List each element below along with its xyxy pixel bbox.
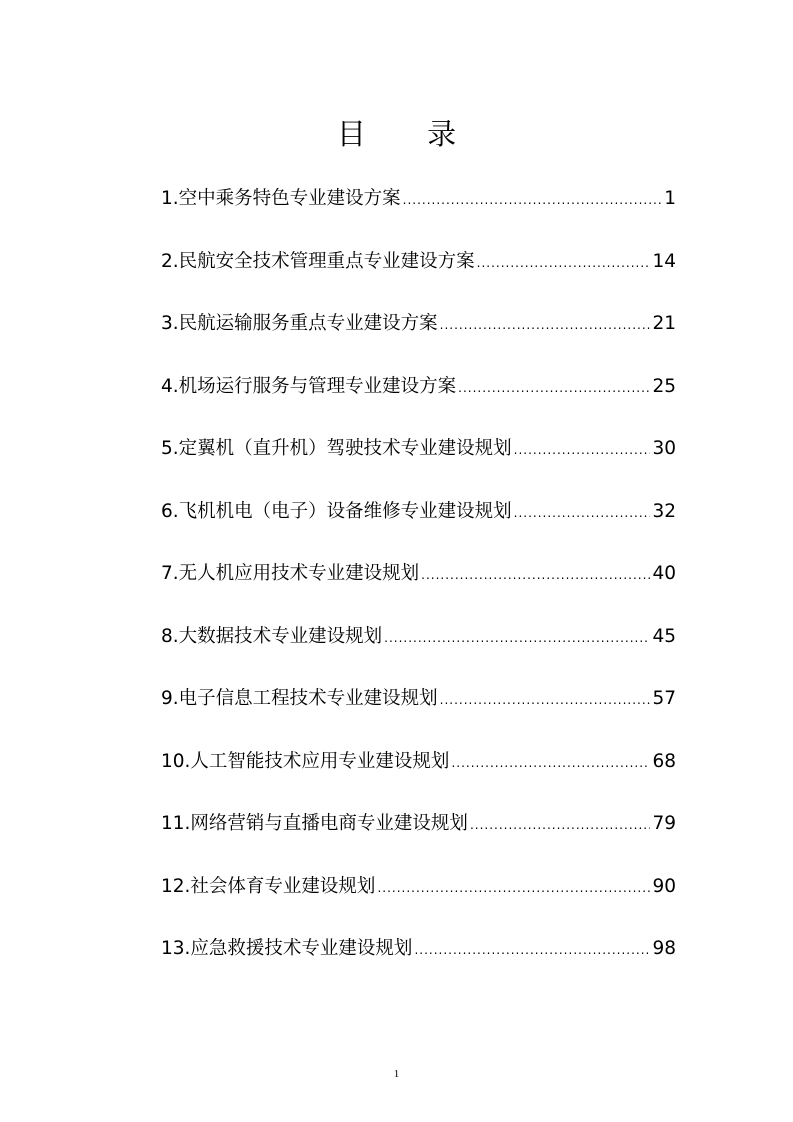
toc-entry-label: 7.无人机应用技术专业建设规划: [161, 563, 420, 584]
toc-leader-dots: [514, 443, 651, 457]
toc-leader-dots: [458, 381, 650, 395]
toc-entry-page: 79: [652, 813, 676, 834]
toc-entry-label: 4.机场运行服务与管理专业建设方案: [161, 375, 457, 397]
toc-leader-dots: [440, 693, 651, 707]
toc-entry-page: 68: [652, 750, 676, 772]
toc-entry-11[interactable]: [161, 809, 676, 872]
toc-leader-dots: [514, 506, 651, 520]
toc-entry-page: 32: [652, 500, 676, 522]
toc-entry-9[interactable]: [161, 684, 676, 747]
page-number: 1: [393, 1068, 400, 1080]
toc-entry-13[interactable]: [161, 934, 676, 997]
toc-entry-page: 1: [664, 188, 676, 209]
toc-leader-dots: [451, 756, 650, 770]
toc-leader-dots: [470, 818, 651, 832]
toc-entry-8[interactable]: [161, 622, 676, 685]
toc-entry-label: 10.人工智能技术应用专业建设规划: [161, 750, 450, 772]
toc-entry-4[interactable]: [161, 372, 676, 435]
toc-leader-dots: [477, 256, 651, 270]
toc-entry-6[interactable]: [161, 497, 676, 560]
table-of-contents: [161, 184, 676, 997]
toc-entry-label: 6.飞机机电（电子）设备维修专业建设规划: [161, 500, 512, 522]
toc-entry-label: 5.定翼机（直升机）驾驶技术专业建设规划: [161, 438, 512, 459]
toc-entry-label: 8.大数据技术专业建设规划: [161, 625, 383, 647]
toc-leader-dots: [440, 318, 651, 332]
toc-entry-page: 14: [652, 250, 676, 272]
toc-entry-page: 21: [652, 313, 676, 334]
toc-leader-dots: [384, 631, 650, 645]
toc-leader-dots: [414, 943, 650, 957]
toc-entry-label: 3.民航运输服务重点专业建设方案: [161, 313, 438, 334]
toc-entry-12[interactable]: [161, 872, 676, 935]
toc-entry-label: 9.电子信息工程技术专业建设规划: [161, 688, 438, 709]
toc-entry-2[interactable]: [161, 247, 676, 310]
toc-entry-10[interactable]: [161, 747, 676, 810]
toc-entry-label: 1.空中乘务特色专业建设方案: [161, 188, 401, 209]
toc-entry-page: 30: [652, 438, 676, 459]
toc-entry-7[interactable]: [161, 559, 676, 622]
toc-leader-dots: [421, 568, 650, 582]
toc-entry-5[interactable]: [161, 434, 676, 497]
toc-entry-page: 90: [652, 875, 676, 897]
toc-entry-label: 12.社会体育专业建设规划: [161, 875, 376, 897]
toc-entry-1[interactable]: [161, 184, 676, 247]
toc-leader-dots: [403, 193, 663, 207]
toc-entry-page: 45: [652, 625, 676, 647]
toc-entry-label: 13.应急救援技术专业建设规划: [161, 938, 413, 959]
toc-leader-dots: [377, 881, 650, 895]
toc-entry-3[interactable]: [161, 309, 676, 372]
toc-entry-label: 2.民航安全技术管理重点专业建设方案: [161, 250, 475, 272]
toc-entry-page: 40: [652, 563, 676, 584]
toc-entry-page: 98: [652, 938, 676, 959]
toc-title: 目 录: [336, 117, 483, 151]
toc-entry-page: 57: [652, 688, 676, 709]
toc-entry-page: 25: [652, 375, 676, 397]
toc-entry-label: 11.网络营销与直播电商专业建设规划: [161, 813, 468, 834]
